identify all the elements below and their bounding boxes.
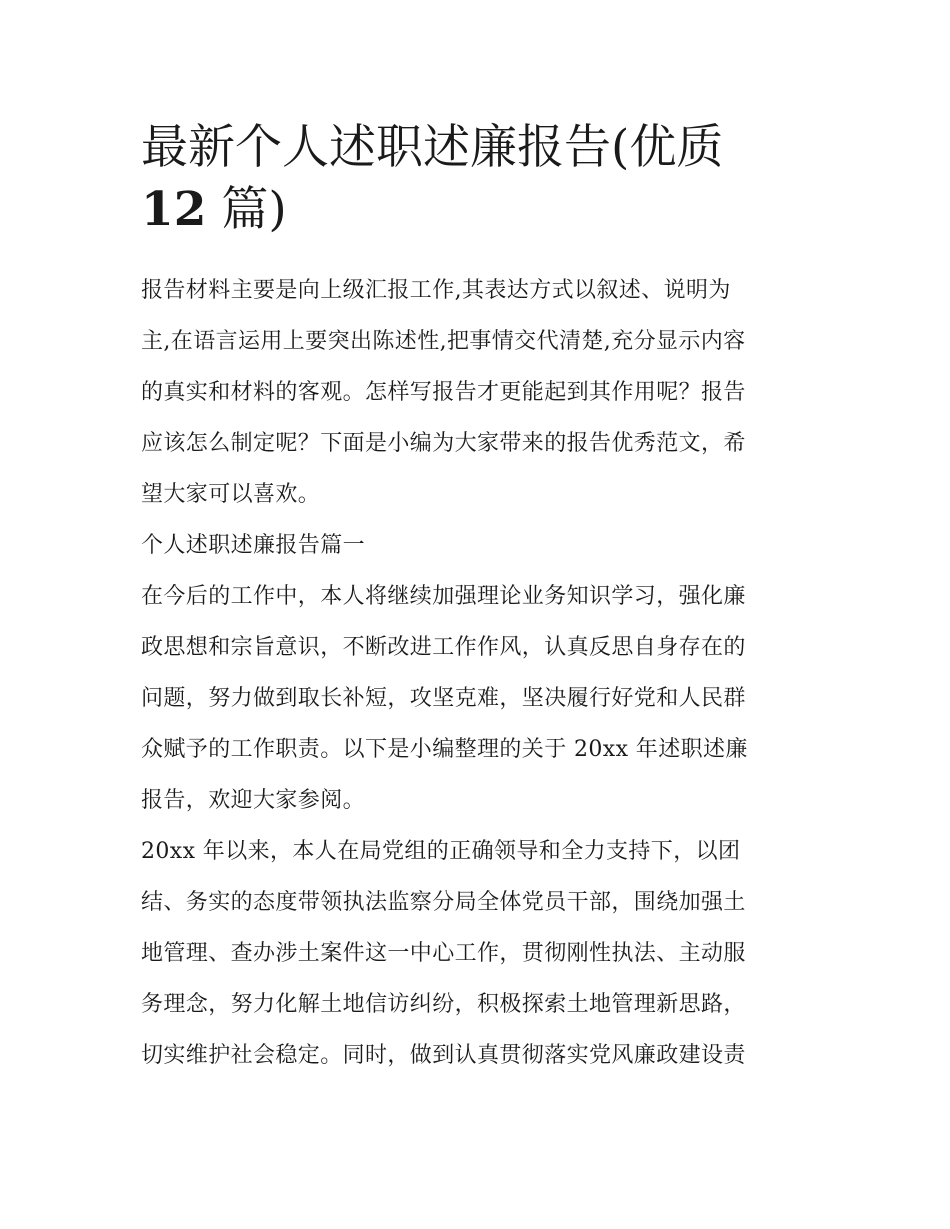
- title-suffix: 篇): [206, 182, 287, 237]
- text-line: 报告材料主要是向上级汇报工作,其表达方式以叙述、说明为: [141, 278, 731, 303]
- text-line: 的真实和材料的客观。怎样写报告才更能起到其作用呢？报告: [141, 380, 746, 405]
- text-line: 在今后的工作中，本人将继续加强理论业务知识学习，强化廉: [141, 584, 746, 609]
- text-line: 望大家可以喜欢。: [141, 482, 321, 507]
- text-line: 主,在语言运用上要突出陈述性,把事情交代清楚,充分显示内容: [141, 329, 746, 354]
- text-line: 问题，努力做到取长补短，攻坚克难，坚决履行好党和人民群: [141, 686, 746, 711]
- title-line-1: 最新个人述职述廉报告(优质: [141, 120, 724, 175]
- document-page: [141, 0, 813, 1081]
- text-line: 地管理、查办涉土案件这一中心工作，贯彻刚性执法、主动服: [141, 941, 746, 966]
- title-line-2: [141, 179, 813, 241]
- document-body: [141, 265, 813, 1081]
- text-line: 结、务实的态度带领执法监察分局全体党员干部，围绕加强土: [141, 890, 746, 915]
- section-heading: 个人述职述廉报告篇一: [141, 533, 366, 558]
- text-line: 报告，欢迎大家参阅。: [141, 788, 366, 813]
- text-line: 政思想和宗旨意识，不断改进工作作风，认真反思自身存在的: [141, 635, 746, 660]
- text-line: 20xx 年以来，本人在局党组的正确领导和全力支持下，以团: [141, 839, 741, 864]
- title-count: 12: [141, 182, 207, 237]
- document-title: [141, 0, 813, 241]
- text-line: 切实维护社会稳定。同时，做到认真贯彻落实党风廉政建设责: [141, 1043, 746, 1068]
- text-line: 应该怎么制定呢？下面是小编为大家带来的报告优秀范文，希: [141, 431, 746, 456]
- text-line: 众赋予的工作职责。以下是小编整理的关于 20xx 年述职述廉: [141, 737, 748, 762]
- text-line: 务理念，努力化解土地信访纠纷，积极探索土地管理新思路，: [141, 992, 746, 1017]
